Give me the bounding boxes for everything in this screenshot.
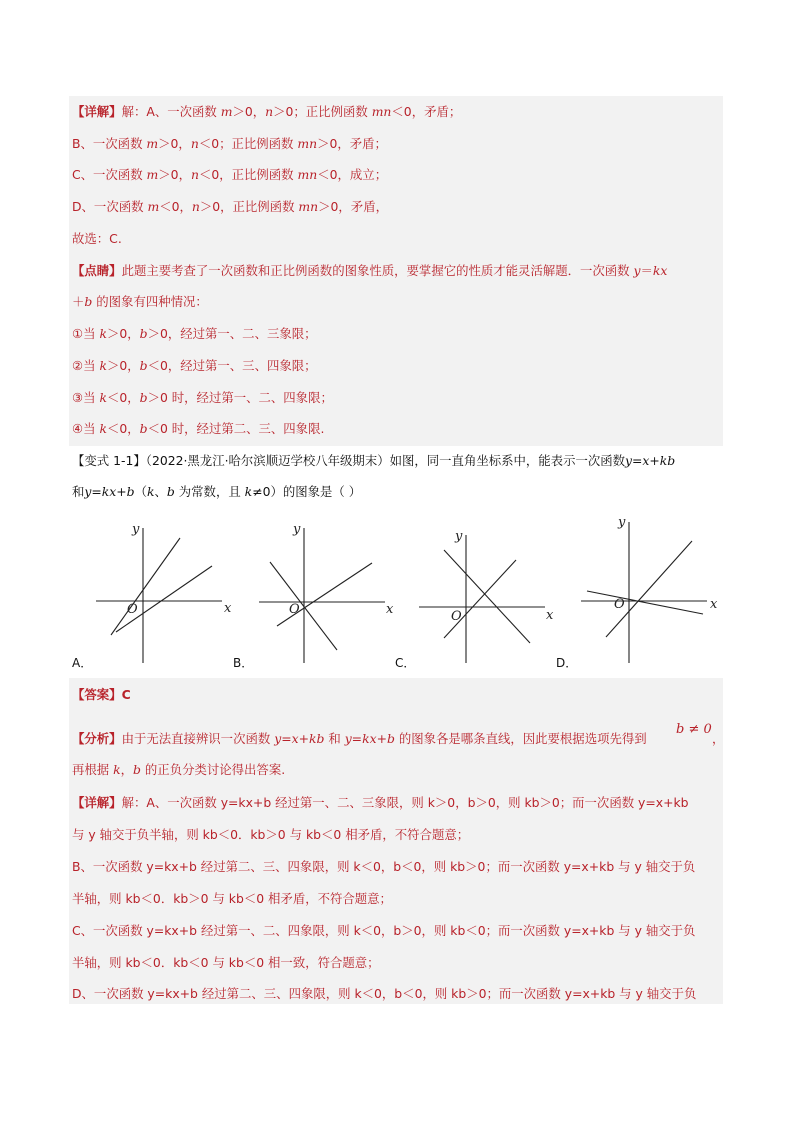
detail1-line-2: B、一次函数 m＞0，n＜0；正比例函数 mn＞0，矛盾； (72, 136, 387, 151)
graph-d-origin: O (614, 597, 625, 612)
detail1-line-1: 【详解】解：A、一次函数 m＞0，n＞0；正比例函数 mn＜0，矛盾； (72, 104, 462, 119)
graph-c-x-label: x (546, 608, 554, 623)
graph-b-x-label: x (386, 602, 394, 617)
b-not-zero: b ≠ 0 (676, 722, 712, 737)
detail2-line-5: C、一次函数 y=kx+b 经过第一、二、四象限，则 k＜0，b＞0，则 kb＜0；而一次函数 y=x+kb 与 y 轴交于负 (72, 923, 696, 938)
graph-c-origin: O (451, 609, 462, 624)
variant-line-1: 【变式 1-1】（2022·黑龙江·哈尔滨顺迈学校八年级期末）如图，同一直角坐标系中，能表示一次函数y=x+kb (72, 453, 676, 468)
answer-value: C (121, 687, 131, 702)
analysis-line-2: 再根据 k，b 的正负分类讨论得出答案. (72, 762, 286, 777)
point-case-4: ④当 k＜0，b＜0 时，经过第二、三、四象限. (72, 421, 325, 436)
detail2-tag: 【详解】 (72, 795, 122, 810)
graph-a-y-label: y (132, 522, 140, 537)
point-tag: 【点睛】 (72, 263, 122, 278)
graph-d-line-2 (587, 591, 703, 614)
graph-c-line-2 (444, 560, 516, 638)
graph-b-y-label: y (293, 522, 301, 537)
graph-c-y-label: y (455, 529, 463, 544)
variant-label: 【变式 1-1】 (72, 453, 146, 468)
detail2-line-2: 与 y 轴交于负半轴，则 kb＜0．kb＞0 与 kb＜0 相矛盾，不符合题意； (72, 827, 470, 842)
graph-c-line-1 (444, 550, 530, 643)
point-case-1: ①当 k＞0，b＞0，经过第一、二、三象限； (72, 326, 317, 341)
graph-b-origin: O (289, 602, 300, 617)
detail2-line-6: 半轴，则 kb＜0．kb＜0 与 kb＜0 相一致，符合题意； (72, 955, 380, 970)
option-c-label: C． (395, 656, 416, 670)
point-case-2: ②当 k＞0，b＜0，经过第一、三、四象限； (72, 358, 317, 373)
option-graphs (69, 512, 723, 672)
detail1-conclusion: 故选：C. (72, 231, 122, 246)
option-d-label: D． (556, 656, 578, 670)
analysis-line-1: 【分析】由于无法直接辨识一次函数 y=x+kb 和 y=kx+b 的图象各是哪条直线，因此要根据选项先得到 (72, 731, 647, 746)
analysis-comma: ， (712, 731, 725, 746)
point-case-3: ③当 k＜0，b＞0 时，经过第一、二、四象限； (72, 390, 333, 405)
point-line-1: 【点睛】此题主要考查了一次函数和正比例函数的图象性质，要掌握它的性质才能灵活解题．一次函数 y＝kx (72, 263, 668, 278)
graph-d-line-1 (606, 541, 692, 637)
graph-d-x-label: x (710, 597, 718, 612)
graph-a-x-label: x (224, 601, 232, 616)
detail2-line-4: 半轴，则 kb＜0．kb＞0 与 kb＜0 相矛盾，不符合题意； (72, 891, 392, 906)
detail1-line-4: D、一次函数 m＜0，n＞0，正比例函数 mn＞0，矛盾， (72, 199, 388, 214)
variant-line-2: 和y=kx+b（k、b 为常数，且 k≠0）的图象是（ ） (72, 484, 362, 499)
option-a-label: A． (72, 656, 93, 670)
analysis-tag: 【分析】 (72, 731, 122, 746)
answer-line (72, 686, 131, 704)
detail2-line-1: 【详解】解：A、一次函数 y=kx+b 经过第一、二、三象限，则 k＞0，b＞0，则 kb＞0；而一次函数 y=x+kb (72, 795, 689, 810)
graph-a-origin: O (127, 602, 138, 617)
point-line-2: ＋b 的图象有四种情况： (72, 294, 208, 309)
detail1-tag: 【详解】 (72, 104, 122, 119)
answer-tag: 【答案】 (72, 687, 122, 702)
variant-source: （2022·黑龙江·哈尔滨顺迈学校八年级期末） (145, 453, 390, 468)
graph-d-y-label: y (618, 515, 626, 530)
graph-a-line-1 (111, 538, 180, 635)
detail2-line-7: D、一次函数 y=kx+b 经过第二、三、四象限，则 k＜0，b＜0，则 kb＞0；而一次函数 y=x+kb 与 y 轴交于负 (72, 986, 697, 1001)
detail1-line-3: C、一次函数 m＞0，n＜0，正比例函数 mn＜0，成立； (72, 167, 388, 182)
detail2-line-3: B、一次函数 y=kx+b 经过第二、三、四象限，则 k＜0，b＜0，则 kb＞0；而一次函数 y=x+kb 与 y 轴交于负 (72, 859, 696, 874)
option-b-label: B． (233, 656, 254, 670)
graph-a-line-2 (116, 566, 212, 632)
